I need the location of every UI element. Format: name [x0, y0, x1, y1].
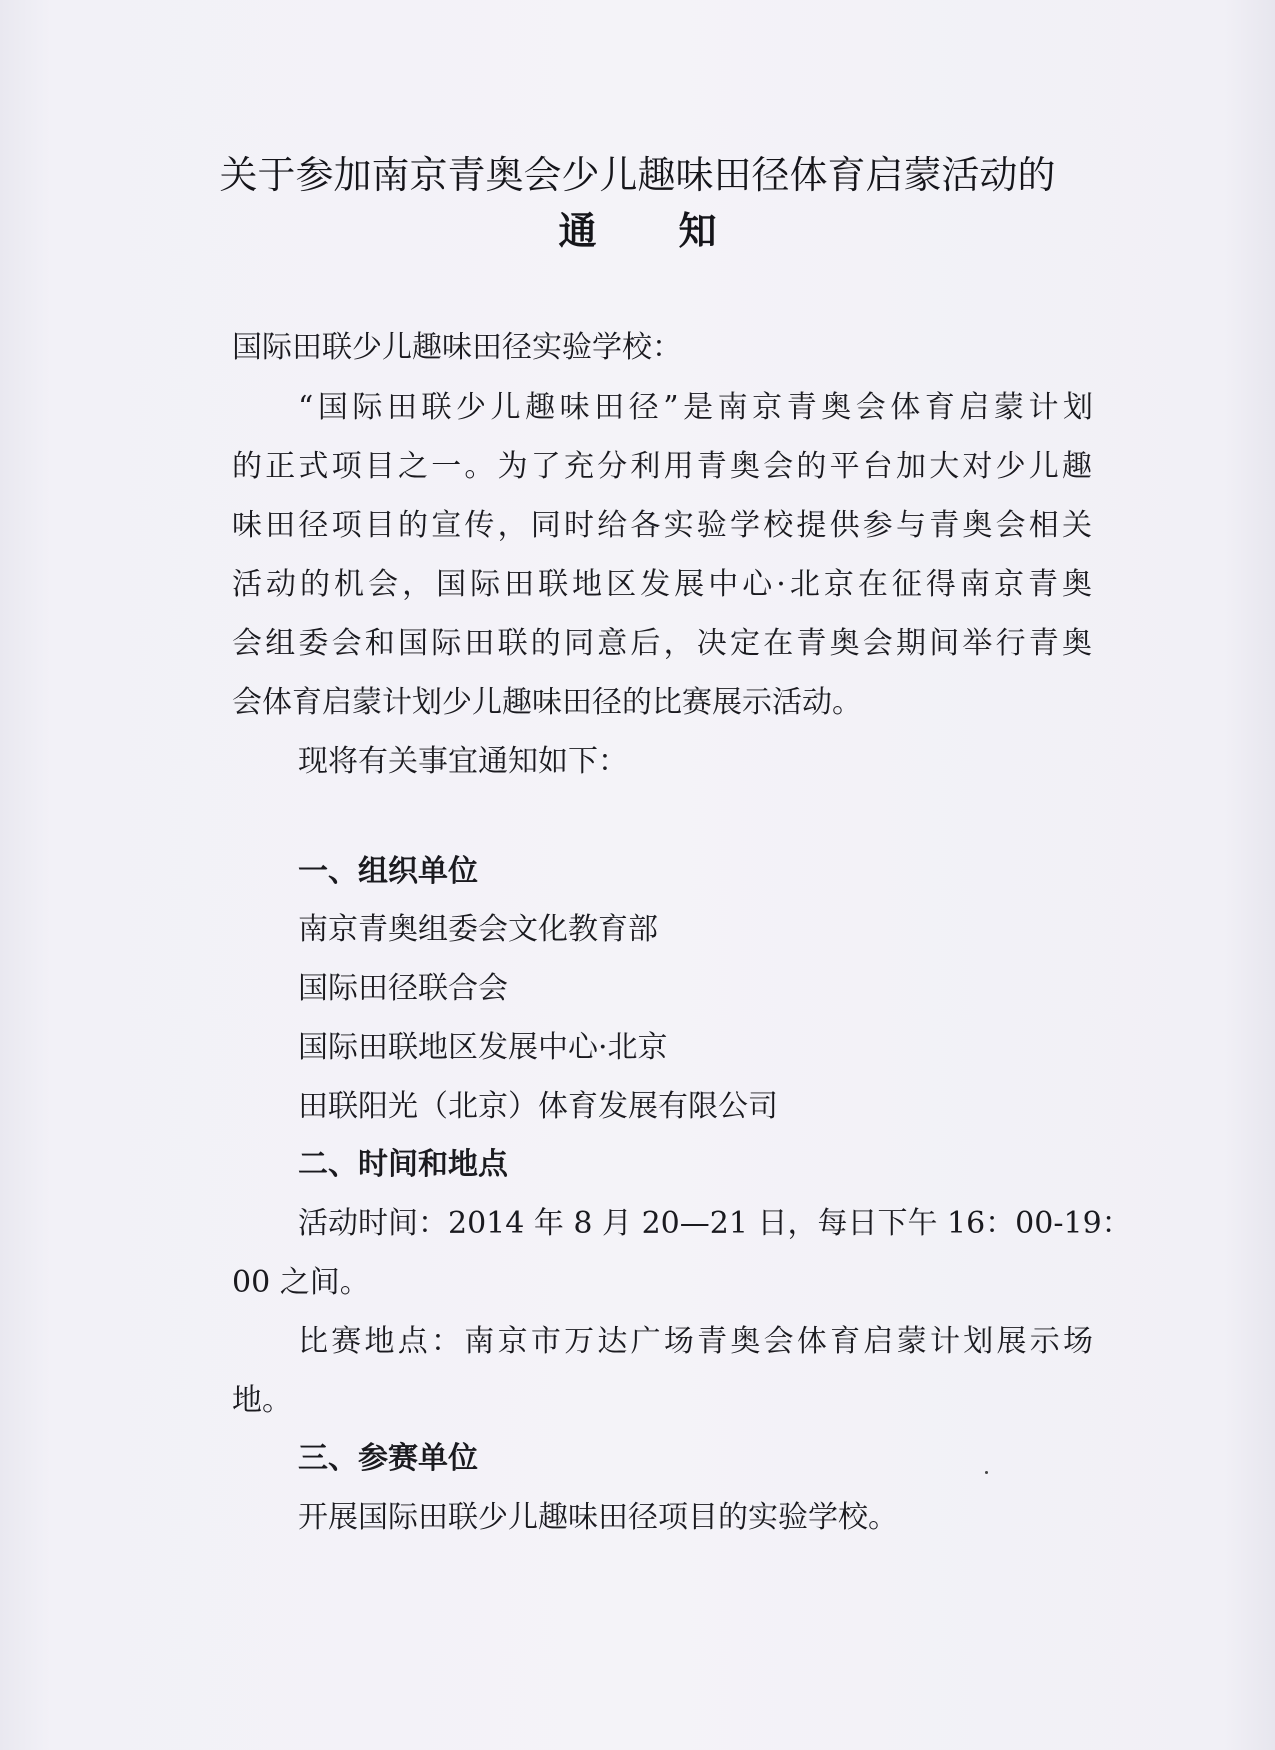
- document-title-notice: 通知: [558, 209, 799, 253]
- place-line-continued: 地。: [232, 1383, 292, 1418]
- intro-line-1: “国际田联少儿趣味田径”是南京青奥会体育启蒙计划: [298, 390, 1093, 425]
- time-line-continued: 00 之间。: [232, 1265, 370, 1300]
- organizer-item: 国际田联地区发展中心·北京: [298, 1030, 668, 1065]
- organizer-item: 田联阳光（北京）体育发展有限公司: [298, 1089, 778, 1124]
- scan-speck: [985, 1471, 988, 1474]
- intro-line-2: 的正式项目之一。为了充分利用青奥会的平台加大对少儿趣: [232, 449, 1092, 484]
- section-heading-time-place: 二、时间和地点: [298, 1147, 508, 1182]
- intro-line-4: 活动的机会，国际田联地区发展中心·北京在征得南京青奥: [232, 567, 1092, 602]
- section-heading-participants: 三、参赛单位: [298, 1441, 478, 1476]
- organizer-item: 国际田径联合会: [298, 971, 508, 1006]
- intro-line-6: 会体育启蒙计划少儿趣味田径的比赛展示活动。: [232, 685, 862, 720]
- salutation: 国际田联少儿趣味田径实验学校：: [232, 330, 682, 365]
- intro-line-3: 味田径项目的宣传，同时给各实验学校提供参与青奥会相关: [232, 508, 1092, 543]
- section-heading-organizers: 一、组织单位: [298, 854, 478, 889]
- place-line: 比赛地点：南京市万达广场青奥会体育启蒙计划展示场: [298, 1324, 1093, 1359]
- participants-text: 开展国际田联少儿趣味田径项目的实验学校。: [298, 1500, 898, 1535]
- intro-line-5: 会组委会和国际田联的同意后，决定在青奥会期间举行青奥: [232, 626, 1092, 661]
- notice-intro: 现将有关事宜通知如下：: [298, 744, 628, 779]
- organizer-item: 南京青奥组委会文化教育部: [298, 912, 658, 947]
- document-title: 关于参加南京青奥会少儿趣味田径体育启蒙活动的: [219, 153, 1056, 197]
- time-line: 活动时间：2014 年 8 月 20—21 日，每日下午 16：00-19：: [298, 1206, 1132, 1241]
